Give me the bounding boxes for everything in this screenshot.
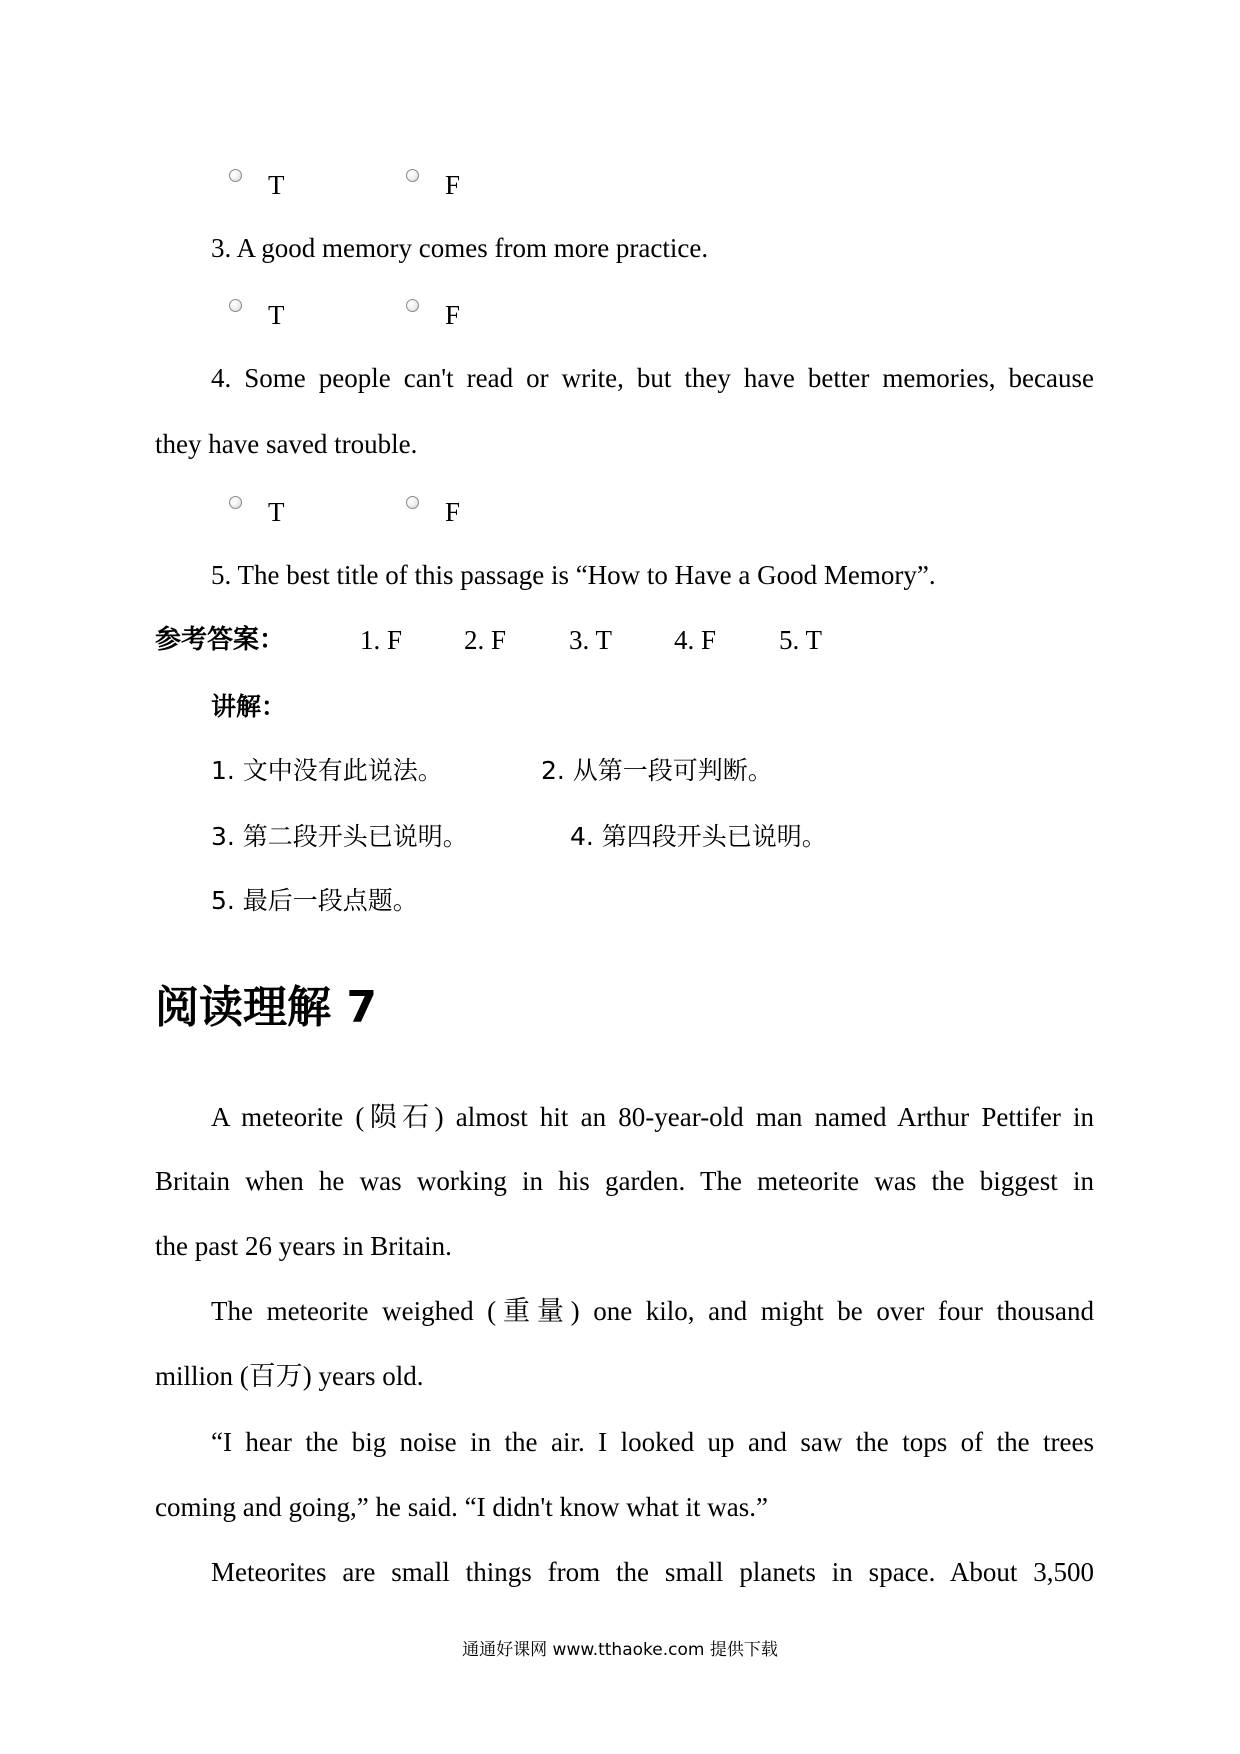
q2-false-radio[interactable] xyxy=(406,169,419,182)
answer-item-5: 5. T xyxy=(779,625,823,655)
explanation-line-3: 3. 第二段开头已说明。 xyxy=(211,822,468,851)
explanation-line-5: 5. 最后一段点题。 xyxy=(211,886,418,915)
q3-true-radio[interactable] xyxy=(229,299,242,312)
page-footer: 通通好课网 www.tthaoke.com 提供下载 xyxy=(462,1640,778,1660)
question-3: 3. A good memory comes from more practice. xyxy=(211,233,709,263)
passage-p1-line-2: Britain when he was working in his garden. The meteorite was the biggest in xyxy=(155,1166,1094,1196)
q2-true-label: T xyxy=(268,170,285,200)
q3-false-radio[interactable] xyxy=(406,299,419,312)
question-4-line-1: 4. Some people can't read or write, but they have better memories, because xyxy=(211,363,1094,393)
passage-p1-line-1: A meteorite (陨石) almost hit an 80-year-old man named Arthur Pettifer in xyxy=(211,1102,1094,1132)
explanation-line-2: 2. 从第一段可判断。 xyxy=(541,756,773,785)
q3-true-label: T xyxy=(268,300,285,330)
section-title: 阅读理解 7 xyxy=(155,982,377,1033)
q3-false-label: F xyxy=(445,300,461,330)
answer-key-label: 参考答案： xyxy=(155,625,286,655)
passage-p3-line-2: coming and going,” he said. “I didn't know what it was.” xyxy=(155,1492,768,1522)
explanation-label: 讲解： xyxy=(211,692,287,721)
answer-item-4: 4. F xyxy=(674,625,717,655)
passage-p2-line-2: million (百万) years old. xyxy=(155,1361,424,1391)
passage-p1-line-3: the past 26 years in Britain. xyxy=(155,1231,452,1261)
passage-p2-line-1: The meteorite weighed (重量) one kilo, and might be over four thousand xyxy=(211,1296,1094,1326)
answer-item-3: 3. T xyxy=(569,625,613,655)
passage-p3-line-1: “I hear the big noise in the air. I looked up and saw the tops of the trees xyxy=(211,1427,1094,1457)
q4-false-radio[interactable] xyxy=(406,496,419,509)
question-5: 5. The best title of this passage is “How to Have a Good Memory”. xyxy=(211,560,936,590)
passage-p4-line-1: Meteorites are small things from the small planets in space. About 3,500 xyxy=(211,1557,1094,1587)
q4-true-label: T xyxy=(268,497,285,527)
explanation-line-1: 1. 文中没有此说法。 xyxy=(211,756,443,785)
answer-item-1: 1. F xyxy=(360,625,403,655)
answer-item-2: 2. F xyxy=(464,625,507,655)
explanation-line-4: 4. 第四段开头已说明。 xyxy=(570,822,827,851)
q2-false-label: F xyxy=(445,170,461,200)
q4-false-label: F xyxy=(445,497,461,527)
question-4-line-2: they have saved trouble. xyxy=(155,429,418,459)
q4-true-radio[interactable] xyxy=(229,496,242,509)
q2-true-radio[interactable] xyxy=(229,169,242,182)
